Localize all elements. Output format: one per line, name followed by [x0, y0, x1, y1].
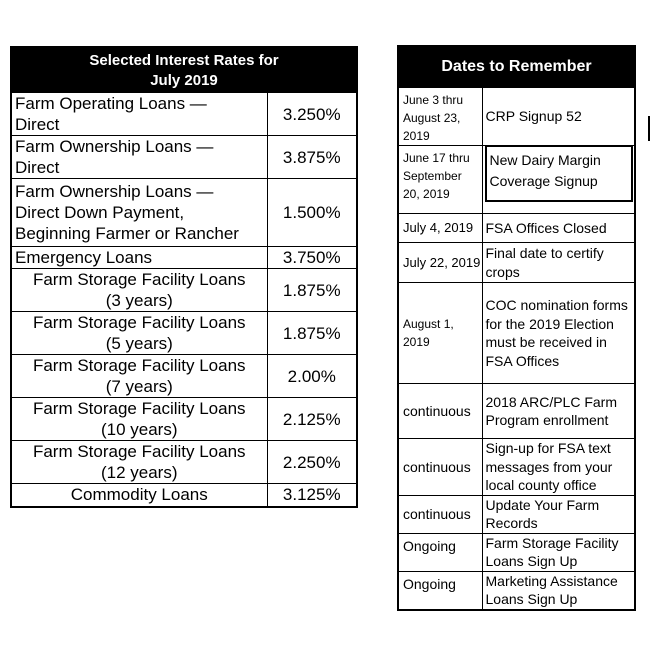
date-row: [398, 283, 635, 384]
date-line: 2019: [403, 129, 430, 143]
date-cell: [398, 88, 482, 146]
event-cell: CRP Signup 52: [482, 88, 635, 146]
date-row: [398, 214, 635, 243]
date-line: 20, 2019: [403, 187, 450, 201]
loan-rate-cell: 3.250%: [267, 93, 357, 136]
rate-row: [11, 136, 357, 179]
date-cell: [398, 283, 482, 384]
interest-rates-title: [11, 47, 357, 93]
rate-row: [11, 398, 357, 441]
date-row: [398, 243, 635, 283]
event-cell: COC nomination forms for the 2019 Election must be received in FSA Offices: [482, 283, 635, 384]
event-cell: Farm Storage Facility Loans Sign Up: [482, 533, 635, 571]
loan-rate-cell: 1.500%: [267, 179, 357, 247]
loan-type-line: Farm Storage Facility Loans: [32, 313, 246, 332]
rate-row: [11, 484, 357, 507]
event-cell: Final date to certify crops: [482, 243, 635, 283]
date-line: August 1,: [403, 317, 454, 331]
loan-type-line: (7 years): [105, 377, 173, 396]
date-row: [398, 88, 635, 146]
date-line: July 22, 2019: [403, 254, 481, 270]
date-cell: [398, 533, 482, 571]
loan-type-cell: [11, 484, 267, 507]
date-row: [398, 384, 635, 439]
loan-type-line: Direct: [15, 158, 60, 177]
date-cell: [398, 214, 482, 243]
rate-row: [11, 247, 357, 269]
loan-type-cell: [11, 269, 267, 312]
date-line: June 17 thru: [403, 151, 470, 165]
loan-type-line: Emergency Loans: [15, 248, 153, 267]
loan-rate-cell: 3.875%: [267, 136, 357, 179]
loan-type-line: (12 years): [100, 463, 178, 482]
date-row: [398, 571, 635, 610]
loan-type-cell: [11, 312, 267, 355]
rate-row: [11, 179, 357, 247]
loan-type-line: Commodity Loans: [70, 485, 208, 505]
loan-type-cell: [11, 247, 267, 269]
date-cell: [398, 571, 482, 610]
loan-type-cell: [11, 441, 267, 484]
interest-rates-title-line1: Selected Interest Rates for: [89, 52, 279, 69]
date-row: [398, 495, 635, 533]
loan-type-cell: [11, 179, 267, 247]
date-cell: [398, 439, 482, 496]
loan-type-cell: [11, 398, 267, 441]
event-cell: Sign-up for FSA text messages from your local county office: [482, 439, 635, 496]
loan-type-line: Farm Storage Facility Loans: [32, 356, 246, 375]
date-line: Ongoing: [403, 575, 456, 592]
loan-type-line: Farm Storage Facility Loans: [32, 270, 246, 289]
date-line: September: [403, 169, 462, 183]
event-cell: FSA Offices Closed: [482, 214, 635, 243]
loan-type-line: Farm Storage Facility Loans: [32, 399, 246, 418]
date-row: [398, 146, 635, 214]
loan-type-line: (5 years): [105, 334, 173, 353]
loan-type-line: Farm Storage Facility Loans: [32, 442, 246, 461]
date-cell: [398, 146, 482, 214]
dates-header-row: [398, 46, 635, 88]
date-line: continuous: [403, 403, 471, 419]
text-cursor-mark: [648, 116, 650, 141]
event-cell: 2018 ARC/PLC Farm Program enrollment: [482, 384, 635, 439]
loan-type-line: Farm Ownership Loans —: [15, 137, 214, 156]
date-line: June 3 thru: [403, 93, 464, 107]
date-line: continuous: [403, 506, 471, 522]
loan-type-line: Beginning Farmer or Rancher: [15, 224, 239, 243]
loan-type-line: (10 years): [100, 420, 178, 439]
event-cell: [482, 146, 635, 214]
date-cell: [398, 243, 482, 283]
date-cell: [398, 384, 482, 439]
interest-rates-header-row: [11, 47, 357, 93]
date-line: 2019: [403, 335, 430, 349]
rate-row: [11, 269, 357, 312]
rate-row: [11, 312, 357, 355]
loan-type-line: Direct: [15, 115, 60, 134]
loan-rate-cell: 2.125%: [267, 398, 357, 441]
dates-table-title: Dates to Remember: [398, 46, 635, 88]
event-cell: Update Your Farm Records: [482, 495, 635, 533]
date-cell: [398, 495, 482, 533]
event-cell: Marketing Assistance Loans Sign Up: [482, 571, 635, 610]
loan-type-line: Farm Operating Loans —: [15, 94, 207, 113]
rate-row: [11, 93, 357, 136]
date-line: August 23,: [403, 111, 461, 125]
date-row: [398, 439, 635, 496]
date-line: continuous: [403, 458, 471, 475]
loan-type-line: (3 years): [105, 291, 173, 310]
interest-rates-title-line2: July 2019: [150, 72, 218, 89]
loan-rate-cell: 2.250%: [267, 441, 357, 484]
loan-rate-cell: 2.00%: [267, 355, 357, 398]
loan-type-cell: [11, 93, 267, 136]
date-line: July 4, 2019: [403, 220, 474, 235]
highlighted-event-box: New Dairy Margin Coverage Signup: [485, 146, 634, 203]
rate-row: [11, 355, 357, 398]
date-line: Ongoing: [403, 537, 456, 554]
loan-rate-cell: 1.875%: [267, 312, 357, 355]
rate-row: [11, 441, 357, 484]
interest-rates-table: [10, 46, 358, 508]
loan-rate-cell: 1.875%: [267, 269, 357, 312]
loan-type-cell: [11, 355, 267, 398]
loan-rate-cell: 3.750%: [267, 247, 357, 269]
loan-type-line: Farm Ownership Loans —: [15, 182, 214, 201]
date-row: [398, 533, 635, 571]
loan-type-line: Direct Down Payment,: [15, 203, 185, 222]
dates-to-remember-table: [397, 45, 636, 611]
loan-type-cell: [11, 136, 267, 179]
loan-rate-cell: 3.125%: [267, 484, 357, 507]
